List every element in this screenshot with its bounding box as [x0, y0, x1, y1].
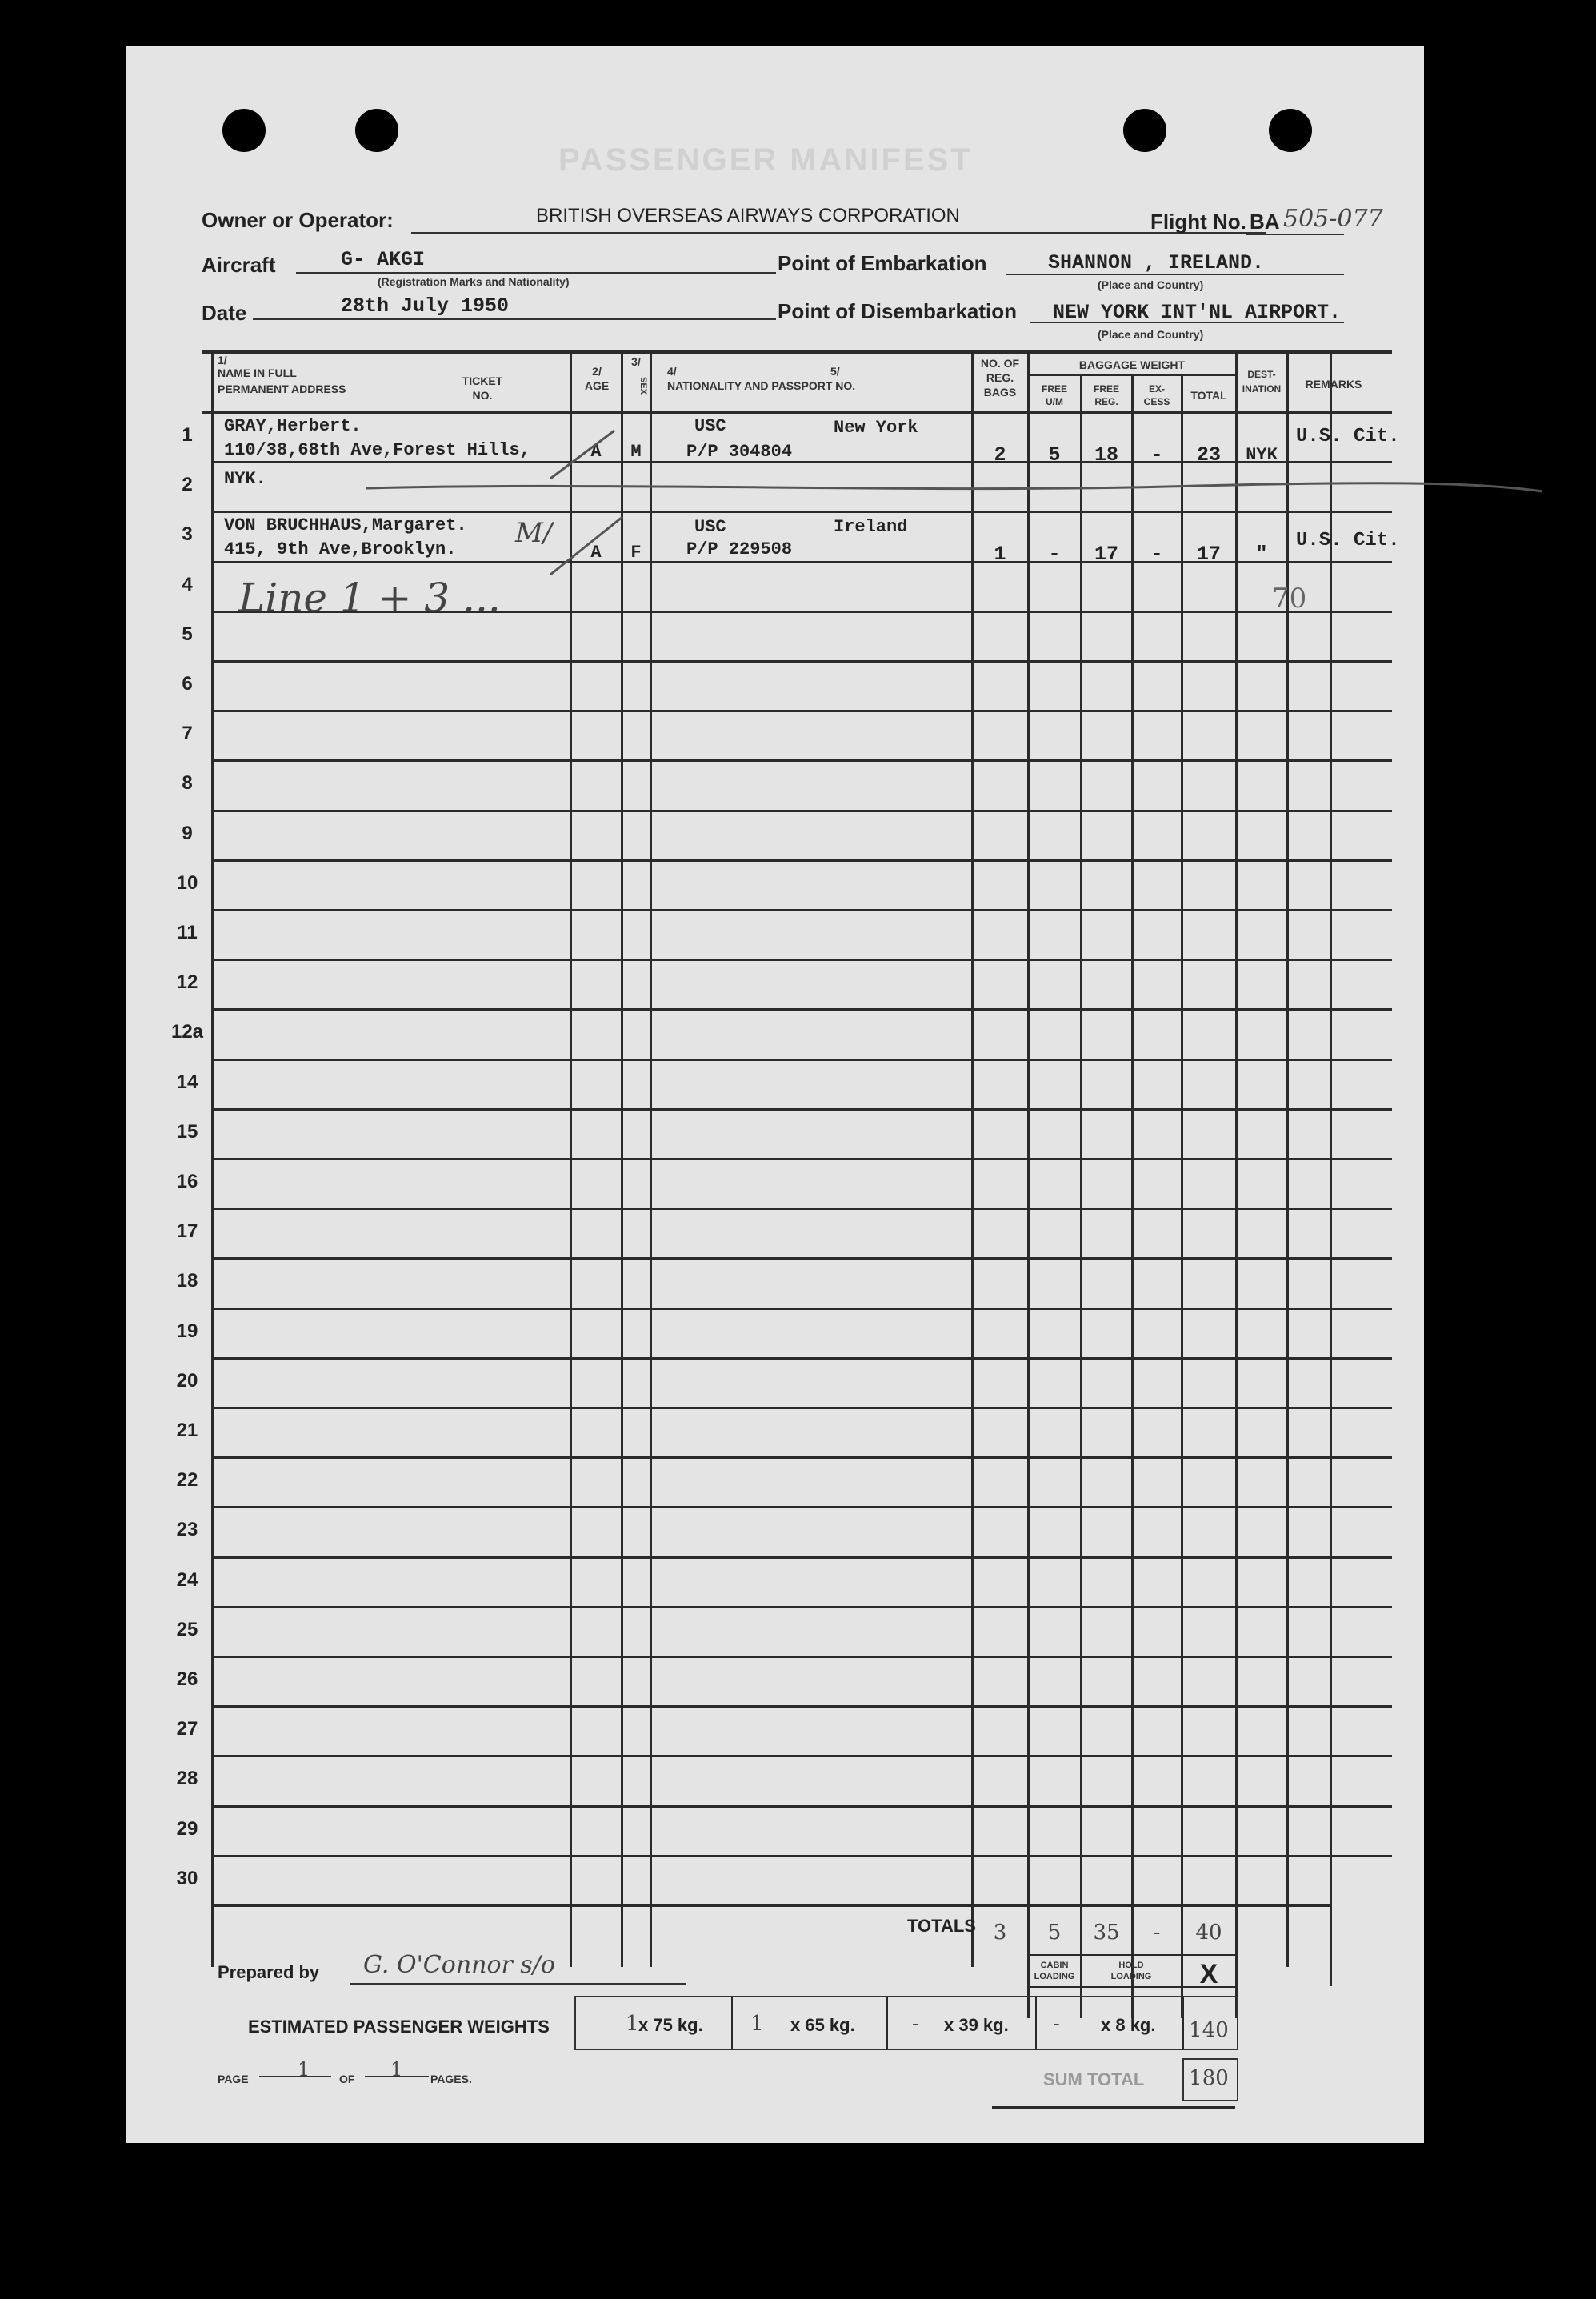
passenger-1-remarks: U.S. Cit. [1296, 426, 1400, 447]
page-number: 1 [298, 2058, 310, 2081]
slash-mark [542, 423, 622, 487]
weight-4: x 8 kg. [1101, 2015, 1156, 2035]
owner-label: Owner or Operator: [202, 208, 394, 232]
col-nat-num: 4/ [667, 365, 677, 378]
weight-3-count: - [912, 2012, 919, 2036]
col-free-um-l2: U/M [1046, 396, 1063, 407]
sum-total-label: SUM TOTAL [1043, 2069, 1145, 2089]
row-rule [211, 1606, 1392, 1608]
row-rule [211, 810, 1392, 812]
passenger-1-place: New York [834, 418, 918, 438]
row-number: 5 [182, 623, 193, 645]
passenger-1-name: GRAY,Herbert. [224, 416, 362, 436]
row-number: 24 [176, 1568, 198, 1591]
col-total: TOTAL [1190, 389, 1227, 402]
col-bags-l3: BAGS [983, 386, 1017, 399]
row-number: 30 [176, 1867, 198, 1889]
row-number: 10 [176, 871, 198, 894]
weight-3: x 39 kg. [944, 2015, 1009, 2035]
row-rule [211, 1108, 1392, 1111]
flight-label: Flight No. [1150, 210, 1246, 234]
passenger-2-age: A [590, 543, 602, 563]
row-rule [211, 1158, 1392, 1160]
hold-loading-l2: LOADING [1110, 1972, 1152, 1981]
col-name-l1: NAME IN FULL [218, 366, 297, 379]
row-rule [211, 1456, 1392, 1459]
aircraft-caption: (Registration Marks and Nationality) [378, 275, 570, 288]
weight-1-count: 1 [626, 2012, 639, 2036]
row-number: 12a [170, 1021, 204, 1043]
weights-total: 140 [1189, 2018, 1229, 2042]
totals-free-um: 5 [1047, 1921, 1062, 1945]
col-bags-l2: REG. [986, 371, 1014, 384]
passenger-1-free-reg: 18 [1094, 443, 1118, 467]
row-rule [211, 1257, 1392, 1260]
row-number: 2 [182, 474, 193, 496]
passenger-2-nationality: USC [694, 517, 726, 537]
weight-2: x 65 kg. [790, 2015, 855, 2035]
handwritten-mark: M/ [515, 517, 553, 549]
col-bags-l1: NO. OF [980, 357, 1020, 370]
row-rule [211, 1059, 1392, 1061]
weight-1: x 75 kg. [638, 2015, 703, 2035]
handwritten-row4-total: 70 [1272, 583, 1307, 615]
row-rule [211, 1208, 1392, 1210]
row-rule [211, 1656, 1392, 1658]
row-number: 21 [176, 1420, 198, 1441]
prepared-signature: G. O'Connor s/o [363, 1951, 555, 1979]
row-rule [211, 1008, 1392, 1011]
row-number: 25 [176, 1618, 198, 1640]
row-number: 6 [182, 673, 193, 695]
totals-label: TOTALS [907, 1916, 976, 1936]
row-rule [211, 1357, 1392, 1360]
col-age-num: 2/ [592, 365, 602, 378]
row-number: 20 [176, 1369, 198, 1392]
manifest-sheet [126, 46, 1424, 2143]
row-number: 7 [182, 723, 193, 745]
passenger-1-passport: P/P 304804 [686, 442, 793, 462]
aircraft-value: G- AKGI [341, 248, 426, 271]
row-number: 1 [182, 424, 193, 446]
row-number: 22 [176, 1469, 198, 1492]
col-excess-l2: CESS [1143, 396, 1170, 407]
passenger-2-dest: " [1255, 543, 1268, 566]
handwritten-line-note: Line 1 + 3 ... [238, 575, 501, 621]
row-number: 12 [176, 971, 198, 994]
pages-label: PAGES. [430, 2073, 472, 2085]
passenger-2-excess: - [1150, 543, 1163, 566]
row-rule [211, 1904, 1330, 1907]
col-baggage-weight: BAGGAGE WEIGHT [1078, 358, 1186, 371]
row-number: 17 [176, 1220, 198, 1243]
row-number: 18 [176, 1270, 198, 1292]
col-ticket-l2: NO. [472, 389, 493, 402]
of-label: OF [339, 2073, 355, 2085]
row-number: 29 [176, 1817, 198, 1840]
col-age: AGE [584, 379, 610, 392]
sum-total-value: 180 [1189, 2066, 1229, 2090]
row-rule [211, 660, 1392, 663]
row-rule [211, 1705, 1392, 1708]
weight-2-count: 1 [750, 2012, 764, 2036]
embark-value: SHANNON , IRELAND. [1048, 251, 1265, 274]
cabin-loading-l2: LOADING [1034, 1972, 1075, 1981]
totals-free-reg: 35 [1093, 1921, 1120, 1945]
row-rule [211, 959, 1392, 961]
row-number: 16 [176, 1171, 198, 1192]
col-sex-num: 3/ [631, 355, 641, 368]
row-number: 14 [176, 1071, 198, 1093]
totals-bags: 3 [993, 1921, 1007, 1945]
col-excess-l1: EX- [1148, 383, 1165, 395]
passenger-2-passport: P/P 229508 [686, 539, 793, 559]
passenger-2-free-reg: 17 [1094, 543, 1118, 566]
row-rule [211, 1556, 1392, 1559]
embark-caption: (Place and Country) [1098, 278, 1204, 291]
row-rule [211, 1506, 1392, 1508]
row-rule [211, 1308, 1392, 1310]
passenger-2-total: 17 [1196, 543, 1221, 566]
row-number: 11 [177, 922, 198, 943]
passenger-2-sex: F [630, 543, 642, 563]
disembark-label: Point of Disembarkation [778, 299, 1018, 323]
row-number: 4 [182, 573, 193, 595]
totals-x-mark: X [1199, 1959, 1218, 1989]
row-rule [211, 1855, 1392, 1857]
passenger-1-bags: 2 [994, 443, 1006, 467]
row-number: 27 [176, 1718, 198, 1740]
weight-4-count: - [1053, 2012, 1060, 2036]
passenger-2-address: 415, 9th Ave,Brooklyn. [224, 539, 457, 559]
col-sex: SEX [638, 376, 648, 395]
est-weights-label: ESTIMATED PASSENGER WEIGHTS [248, 2017, 550, 2037]
punch-hole [222, 109, 266, 152]
disembark-caption: (Place and Country) [1098, 328, 1204, 341]
flight-value: BA [1250, 210, 1280, 234]
col-dest-l2: INATION [1242, 383, 1282, 395]
row-number: 26 [176, 1668, 198, 1690]
date-label: Date [202, 301, 247, 325]
punch-hole [1123, 109, 1166, 152]
passenger-1-free-um: 5 [1048, 443, 1061, 467]
totals-total: 40 [1195, 1921, 1222, 1945]
date-value: 28th July 1950 [341, 294, 510, 318]
col-free-reg-l2: REG. [1094, 396, 1118, 407]
row-rule [211, 1755, 1392, 1757]
col-nationality: NATIONALITY AND PASSPORT NO. [667, 379, 856, 392]
page-label: PAGE [218, 2073, 249, 2085]
col-nat-num2: 5/ [830, 365, 840, 378]
row-rule [211, 1805, 1392, 1808]
row-number: 8 [182, 772, 193, 795]
passenger-1-sex: M [630, 442, 642, 462]
punch-hole [1269, 109, 1312, 152]
row-rule [211, 909, 1392, 911]
col-ticket-l1: TICKET [462, 374, 503, 387]
passenger-1-address: 110/38,68th Ave,Forest Hills, [224, 440, 530, 460]
passenger-2-place: Ireland [834, 517, 908, 537]
passenger-1-nationality: USC [694, 416, 726, 436]
passenger-2-bags: 1 [994, 543, 1006, 566]
row-number: 15 [176, 1120, 198, 1143]
row-number: 19 [176, 1320, 198, 1342]
col-free-reg-l1: FREE [1093, 383, 1119, 395]
row-number: 3 [182, 523, 193, 546]
row-rule [211, 710, 1392, 712]
punch-hole [355, 109, 398, 152]
embark-label: Point of Embarkation [778, 251, 987, 275]
owner-value: BRITISH OVERSEAS AIRWAYS CORPORATION [536, 205, 960, 226]
passenger-1-age: A [590, 442, 602, 462]
passenger-1-excess: - [1150, 443, 1163, 467]
row-number: 9 [182, 822, 193, 844]
col-remarks: REMARKS [1305, 378, 1362, 391]
disembark-value: NEW YORK INT'NL AIRPORT. [1053, 301, 1342, 324]
totals-excess: - [1153, 1921, 1161, 1945]
cabin-loading-l1: CABIN [1040, 1961, 1069, 1970]
col-free-um-l1: FREE [1041, 383, 1067, 395]
pages-number: 1 [390, 2058, 403, 2081]
col-dest-l1: DEST- [1247, 369, 1276, 380]
flight-number-handwritten: 505-077 [1283, 205, 1383, 233]
row-rule [211, 511, 1392, 513]
row-rule [211, 759, 1392, 762]
row-rule [211, 859, 1392, 862]
passenger-2-free-um: - [1048, 543, 1061, 566]
passenger-2-name: VON BRUCHHAUS,Margaret. [224, 515, 467, 535]
row-rule [211, 1407, 1392, 1409]
prepared-label: Prepared by [218, 1962, 320, 1982]
form-title-faded: PASSENGER MANIFEST [558, 142, 973, 178]
passenger-1-address2: NYK. [224, 469, 266, 489]
passenger-1-total: 23 [1196, 443, 1221, 467]
passenger-1-dest: NYK [1246, 445, 1278, 465]
hold-loading-l1: HOLD [1118, 1961, 1144, 1970]
row-number: 23 [176, 1519, 198, 1541]
col-name-num: 1/ [218, 354, 227, 366]
col-name-l2: PERMANENT ADDRESS [218, 382, 346, 395]
row-number: 28 [176, 1768, 198, 1790]
passenger-2-remarks: U.S. Cit. [1296, 530, 1400, 551]
aircraft-label: Aircraft [202, 253, 276, 277]
